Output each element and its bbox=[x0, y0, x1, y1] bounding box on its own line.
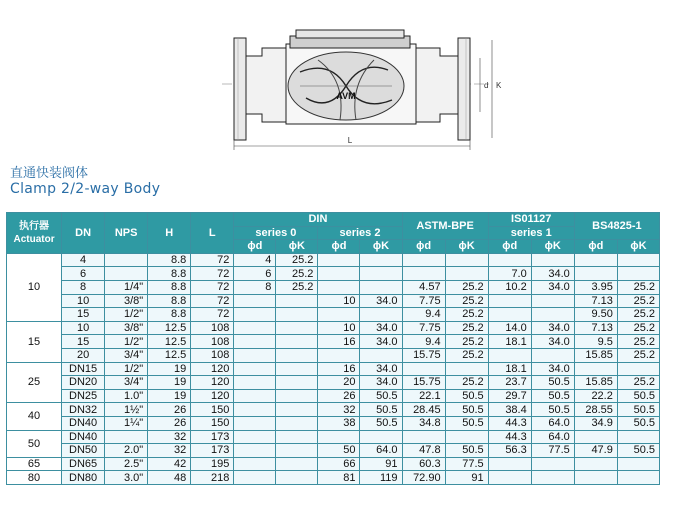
table-cell bbox=[531, 348, 574, 362]
table-row bbox=[7, 308, 660, 322]
table-cell: 50 bbox=[318, 444, 360, 458]
table-cell: 32 bbox=[318, 403, 360, 417]
table-cell: 25.2 bbox=[445, 376, 488, 390]
table-cell bbox=[234, 403, 276, 417]
table-cell bbox=[105, 253, 148, 267]
actuator-size-cell: 15 bbox=[7, 321, 62, 362]
table-cell: 9.5 bbox=[574, 335, 617, 349]
table-cell bbox=[276, 416, 318, 430]
table-cell: 20 bbox=[62, 348, 105, 362]
table-cell bbox=[617, 471, 659, 485]
title-chinese: 直通快装阀体 bbox=[10, 166, 89, 181]
table-cell bbox=[531, 308, 574, 322]
table-cell: 25.2 bbox=[617, 335, 659, 349]
table-cell bbox=[360, 430, 402, 444]
table-cell: 25.2 bbox=[276, 267, 318, 281]
table-cell bbox=[234, 471, 276, 485]
table-cell: 15.85 bbox=[574, 348, 617, 362]
table-cell: 25.2 bbox=[445, 321, 488, 335]
table-cell: 34.0 bbox=[531, 362, 574, 376]
actuator-size-cell: 50 bbox=[7, 430, 62, 457]
table-cell bbox=[488, 253, 531, 267]
table-cell: 77.5 bbox=[445, 457, 488, 471]
avm-label: AVM bbox=[336, 91, 356, 101]
table-cell: 64.0 bbox=[531, 430, 574, 444]
table-cell: 4 bbox=[234, 253, 276, 267]
table-cell: 8.8 bbox=[148, 280, 191, 294]
table-cell: DN32 bbox=[62, 403, 105, 417]
header-actuator bbox=[7, 213, 62, 254]
table-cell: 25.2 bbox=[617, 348, 659, 362]
table-cell: 25.2 bbox=[445, 308, 488, 322]
table-cell: 25.2 bbox=[617, 308, 659, 322]
table-cell: 72 bbox=[191, 294, 234, 308]
table-cell: 26 bbox=[148, 416, 191, 430]
table-cell: 3/4" bbox=[105, 376, 148, 390]
table-cell: 12.5 bbox=[148, 321, 191, 335]
table-row bbox=[7, 280, 660, 294]
table-cell bbox=[488, 457, 531, 471]
header-phik: ϕK bbox=[617, 240, 659, 254]
table-cell bbox=[234, 294, 276, 308]
table-cell: 12.5 bbox=[148, 348, 191, 362]
table-cell: 34.0 bbox=[531, 280, 574, 294]
table-row bbox=[7, 294, 660, 308]
table-cell: 15.85 bbox=[574, 376, 617, 390]
table-cell: DN80 bbox=[62, 471, 105, 485]
table-cell bbox=[234, 335, 276, 349]
table-cell: 25.2 bbox=[445, 294, 488, 308]
table-cell: 10 bbox=[318, 321, 360, 335]
dim-d-label: d bbox=[484, 81, 489, 90]
table-cell: 50.5 bbox=[617, 389, 659, 403]
table-cell: 8 bbox=[62, 280, 105, 294]
table-cell: DN15 bbox=[62, 362, 105, 376]
table-cell: 7.13 bbox=[574, 294, 617, 308]
table-cell: 9.50 bbox=[574, 308, 617, 322]
table-cell bbox=[318, 308, 360, 322]
table-row bbox=[7, 253, 660, 267]
table-cell: 22.1 bbox=[402, 389, 445, 403]
table-cell: 50.5 bbox=[445, 444, 488, 458]
table-cell: 91 bbox=[445, 471, 488, 485]
table-cell bbox=[318, 267, 360, 281]
header-din-series2: series 2 bbox=[318, 226, 402, 240]
table-cell: 38.4 bbox=[488, 403, 531, 417]
table-cell: 72 bbox=[191, 280, 234, 294]
table-cell: 34.0 bbox=[360, 321, 402, 335]
table-cell bbox=[105, 430, 148, 444]
table-row bbox=[7, 376, 660, 390]
table-cell: 120 bbox=[191, 362, 234, 376]
table-cell: 2.5" bbox=[105, 457, 148, 471]
table-cell: 50.5 bbox=[445, 403, 488, 417]
actuator-size-cell: 25 bbox=[7, 362, 62, 403]
table-cell: 3.0" bbox=[105, 471, 148, 485]
table-cell bbox=[234, 389, 276, 403]
table-cell: 29.7 bbox=[488, 389, 531, 403]
table-cell bbox=[531, 457, 574, 471]
table-cell: 1¼" bbox=[105, 416, 148, 430]
table-cell bbox=[234, 416, 276, 430]
table-cell: 119 bbox=[360, 471, 402, 485]
table-cell bbox=[276, 308, 318, 322]
table-cell bbox=[531, 294, 574, 308]
actuator-size-cell: 65 bbox=[7, 457, 62, 471]
table-row bbox=[7, 457, 660, 471]
table-cell: 6 bbox=[62, 267, 105, 281]
table-cell: 25.2 bbox=[445, 280, 488, 294]
table-cell: 34.0 bbox=[360, 376, 402, 390]
table-cell: DN65 bbox=[62, 457, 105, 471]
table-cell bbox=[318, 253, 360, 267]
table-cell: 10.2 bbox=[488, 280, 531, 294]
table-cell: 7.13 bbox=[574, 321, 617, 335]
table-cell bbox=[617, 457, 659, 471]
table-cell: 50.5 bbox=[617, 444, 659, 458]
table-cell bbox=[574, 471, 617, 485]
table-cell: 19 bbox=[148, 389, 191, 403]
table-cell: 15.75 bbox=[402, 348, 445, 362]
table-cell: 3/8" bbox=[105, 321, 148, 335]
table-cell: 1/4" bbox=[105, 280, 148, 294]
table-cell: 77.5 bbox=[531, 444, 574, 458]
header-iso: IS01127 bbox=[488, 213, 574, 227]
table-row bbox=[7, 416, 660, 430]
header-dn: DN bbox=[62, 213, 105, 254]
table-cell: 8 bbox=[234, 280, 276, 294]
table-cell: 1/2" bbox=[105, 362, 148, 376]
header-phik: ϕK bbox=[531, 240, 574, 254]
table-cell: 81 bbox=[318, 471, 360, 485]
table-cell: 50.5 bbox=[531, 403, 574, 417]
table-cell bbox=[574, 430, 617, 444]
table-cell: DN40 bbox=[62, 430, 105, 444]
table-cell: 9.4 bbox=[402, 308, 445, 322]
table-cell: 91 bbox=[360, 457, 402, 471]
table-cell: 23.7 bbox=[488, 376, 531, 390]
table-cell: DN20 bbox=[62, 376, 105, 390]
table-cell: 50.5 bbox=[360, 403, 402, 417]
table-cell bbox=[360, 253, 402, 267]
table-cell: 56.3 bbox=[488, 444, 531, 458]
table-cell: 20 bbox=[318, 376, 360, 390]
header-astm-bpe: ASTM-BPE bbox=[402, 213, 488, 240]
table-cell: 7.75 bbox=[402, 321, 445, 335]
table-cell bbox=[234, 348, 276, 362]
table-cell: 28.45 bbox=[402, 403, 445, 417]
table-cell: 50.5 bbox=[617, 416, 659, 430]
table-cell bbox=[276, 362, 318, 376]
table-cell bbox=[276, 389, 318, 403]
table-cell: 50.5 bbox=[617, 403, 659, 417]
table-cell bbox=[276, 348, 318, 362]
table-cell: DN40 bbox=[62, 416, 105, 430]
table-cell: 1/2" bbox=[105, 308, 148, 322]
table-cell bbox=[276, 471, 318, 485]
table-row bbox=[7, 321, 660, 335]
table-cell: 4 bbox=[62, 253, 105, 267]
table-cell: 44.3 bbox=[488, 430, 531, 444]
table-cell: 8.8 bbox=[148, 294, 191, 308]
table-cell bbox=[445, 430, 488, 444]
table-cell: 25.2 bbox=[445, 335, 488, 349]
table-cell: 34.0 bbox=[531, 321, 574, 335]
table-cell: 19 bbox=[148, 362, 191, 376]
table-row bbox=[7, 444, 660, 458]
table-cell: 10 bbox=[318, 294, 360, 308]
header-phid: ϕd bbox=[488, 240, 531, 254]
table-cell: 7.0 bbox=[488, 267, 531, 281]
table-cell: 26 bbox=[148, 403, 191, 417]
table-cell bbox=[234, 457, 276, 471]
table-cell: 34.0 bbox=[531, 335, 574, 349]
header-phik: ϕK bbox=[360, 240, 402, 254]
header-phid: ϕd bbox=[318, 240, 360, 254]
table-cell: 218 bbox=[191, 471, 234, 485]
table-row bbox=[7, 362, 660, 376]
table-cell bbox=[402, 253, 445, 267]
table-cell: 64.0 bbox=[360, 444, 402, 458]
table-cell bbox=[276, 376, 318, 390]
table-cell: 6 bbox=[234, 267, 276, 281]
table-cell: DN50 bbox=[62, 444, 105, 458]
table-row bbox=[7, 267, 660, 281]
table-cell: 72 bbox=[191, 253, 234, 267]
table-cell: 48 bbox=[148, 471, 191, 485]
table-cell bbox=[318, 430, 360, 444]
table-cell: 72 bbox=[191, 267, 234, 281]
header-phid: ϕd bbox=[574, 240, 617, 254]
table-cell bbox=[617, 253, 659, 267]
dimension-table bbox=[6, 212, 660, 485]
table-cell: 50.5 bbox=[531, 376, 574, 390]
table-cell: 72.90 bbox=[402, 471, 445, 485]
table-cell: 44.3 bbox=[488, 416, 531, 430]
table-cell bbox=[617, 362, 659, 376]
table-cell: 64.0 bbox=[531, 416, 574, 430]
table-cell bbox=[574, 457, 617, 471]
table-row bbox=[7, 335, 660, 349]
table-cell: 4.57 bbox=[402, 280, 445, 294]
table-cell bbox=[234, 362, 276, 376]
valve-body-drawing bbox=[0, 0, 684, 160]
header-phid: ϕd bbox=[234, 240, 276, 254]
table-cell bbox=[318, 280, 360, 294]
table-cell: 9.4 bbox=[402, 335, 445, 349]
table-body bbox=[7, 253, 660, 484]
table-cell: 25.2 bbox=[617, 280, 659, 294]
table-cell bbox=[234, 444, 276, 458]
table-cell: 25.2 bbox=[276, 253, 318, 267]
table-cell: 19 bbox=[148, 376, 191, 390]
table-cell: 38 bbox=[318, 416, 360, 430]
table-cell: 25.2 bbox=[445, 348, 488, 362]
table-cell: 72 bbox=[191, 308, 234, 322]
actuator-size-cell: 80 bbox=[7, 471, 62, 485]
table-row bbox=[7, 471, 660, 485]
table-cell bbox=[574, 267, 617, 281]
table-cell bbox=[234, 430, 276, 444]
table-cell: 3.95 bbox=[574, 280, 617, 294]
table-cell bbox=[574, 253, 617, 267]
table-cell: 173 bbox=[191, 444, 234, 458]
table-cell bbox=[488, 308, 531, 322]
table-row bbox=[7, 348, 660, 362]
table-cell: 25.2 bbox=[617, 294, 659, 308]
table-cell: 34.9 bbox=[574, 416, 617, 430]
table-cell bbox=[234, 376, 276, 390]
table-cell: 25.2 bbox=[617, 376, 659, 390]
table-cell: 16 bbox=[318, 362, 360, 376]
header-nps: NPS bbox=[105, 213, 148, 254]
table-cell: 12.5 bbox=[148, 335, 191, 349]
table-cell bbox=[445, 362, 488, 376]
table-cell: 50.5 bbox=[445, 416, 488, 430]
table-cell bbox=[360, 348, 402, 362]
title-english: Clamp 2/2-way Body bbox=[10, 181, 161, 197]
header-phid: ϕd bbox=[402, 240, 445, 254]
table-cell: 173 bbox=[191, 430, 234, 444]
table-cell: 18.1 bbox=[488, 335, 531, 349]
table-cell bbox=[276, 444, 318, 458]
table-cell: 7.75 bbox=[402, 294, 445, 308]
table-cell: 2.0" bbox=[105, 444, 148, 458]
table-cell bbox=[531, 253, 574, 267]
table-cell bbox=[402, 362, 445, 376]
table-cell: 10 bbox=[62, 321, 105, 335]
table-cell: 1/2" bbox=[105, 335, 148, 349]
table-cell: 15 bbox=[62, 308, 105, 322]
table-cell: 18.1 bbox=[488, 362, 531, 376]
header-actuator-cn: 执行器 bbox=[19, 220, 50, 232]
table-cell: 108 bbox=[191, 348, 234, 362]
header-din-series0: series 0 bbox=[234, 226, 318, 240]
table-cell bbox=[488, 294, 531, 308]
table-cell bbox=[574, 362, 617, 376]
header-din: DIN bbox=[234, 213, 402, 227]
table-cell: 1½" bbox=[105, 403, 148, 417]
table-cell: 34.0 bbox=[360, 335, 402, 349]
header-phik: ϕK bbox=[445, 240, 488, 254]
table-cell: 47.8 bbox=[402, 444, 445, 458]
table-row bbox=[7, 430, 660, 444]
table-cell bbox=[445, 253, 488, 267]
table-cell: 10 bbox=[62, 294, 105, 308]
table-cell: 25.2 bbox=[276, 280, 318, 294]
table-cell: 34.0 bbox=[360, 362, 402, 376]
header-h: H bbox=[148, 213, 191, 254]
table-cell bbox=[402, 430, 445, 444]
table-cell bbox=[276, 430, 318, 444]
table-cell: 50.5 bbox=[360, 389, 402, 403]
table-row bbox=[7, 403, 660, 417]
table-cell bbox=[276, 335, 318, 349]
table-cell: 15.75 bbox=[402, 376, 445, 390]
table-cell bbox=[276, 321, 318, 335]
table-cell bbox=[276, 457, 318, 471]
table-cell: 8.8 bbox=[148, 267, 191, 281]
table-cell: 8.8 bbox=[148, 308, 191, 322]
table-cell: 22.2 bbox=[574, 389, 617, 403]
table-cell bbox=[360, 280, 402, 294]
table-cell: 50.5 bbox=[445, 389, 488, 403]
table-cell: 32 bbox=[148, 444, 191, 458]
actuator-size-cell: 40 bbox=[7, 403, 62, 430]
table-cell: 8.8 bbox=[148, 253, 191, 267]
actuator-size-cell: 10 bbox=[7, 253, 62, 321]
dim-l-label: L bbox=[347, 136, 353, 145]
table-cell bbox=[402, 267, 445, 281]
table-cell: 195 bbox=[191, 457, 234, 471]
table-cell: 14.0 bbox=[488, 321, 531, 335]
table-cell: 108 bbox=[191, 335, 234, 349]
table-cell bbox=[276, 294, 318, 308]
table-cell: 50.5 bbox=[360, 416, 402, 430]
table-cell bbox=[488, 471, 531, 485]
table-cell bbox=[318, 348, 360, 362]
table-cell bbox=[488, 348, 531, 362]
header-l: L bbox=[191, 213, 234, 254]
table-cell: 26 bbox=[318, 389, 360, 403]
table-cell bbox=[617, 267, 659, 281]
table-cell: 25.2 bbox=[617, 321, 659, 335]
table-cell: 150 bbox=[191, 403, 234, 417]
table-cell: 34.8 bbox=[402, 416, 445, 430]
table-cell: 47.9 bbox=[574, 444, 617, 458]
header-bs: BS4825-1 bbox=[574, 213, 659, 240]
table-cell bbox=[531, 471, 574, 485]
table-cell bbox=[360, 267, 402, 281]
table-cell: 28.55 bbox=[574, 403, 617, 417]
table-cell bbox=[617, 430, 659, 444]
table-cell: 108 bbox=[191, 321, 234, 335]
header-iso-series1: series 1 bbox=[488, 226, 574, 240]
table-cell bbox=[105, 267, 148, 281]
table-cell: 3/8" bbox=[105, 294, 148, 308]
table-cell: 120 bbox=[191, 376, 234, 390]
table-cell bbox=[445, 267, 488, 281]
header-actuator-en: Actuator bbox=[13, 233, 55, 245]
table-cell bbox=[360, 308, 402, 322]
table-cell: DN25 bbox=[62, 389, 105, 403]
table-cell: 32 bbox=[148, 430, 191, 444]
table-cell: 1.0" bbox=[105, 389, 148, 403]
dim-k-label: K bbox=[496, 81, 502, 90]
table-cell: 42 bbox=[148, 457, 191, 471]
table-cell: 3/4" bbox=[105, 348, 148, 362]
table-cell: 120 bbox=[191, 389, 234, 403]
table-cell: 50.5 bbox=[531, 389, 574, 403]
table-cell: 16 bbox=[318, 335, 360, 349]
table-cell: 15 bbox=[62, 335, 105, 349]
table-cell: 150 bbox=[191, 416, 234, 430]
table-cell: 66 bbox=[318, 457, 360, 471]
table-cell: 34.0 bbox=[360, 294, 402, 308]
table-cell bbox=[234, 321, 276, 335]
table-cell bbox=[234, 308, 276, 322]
table-row bbox=[7, 389, 660, 403]
table-cell bbox=[276, 403, 318, 417]
header-phik: ϕK bbox=[276, 240, 318, 254]
table-cell: 60.3 bbox=[402, 457, 445, 471]
table-cell: 34.0 bbox=[531, 267, 574, 281]
